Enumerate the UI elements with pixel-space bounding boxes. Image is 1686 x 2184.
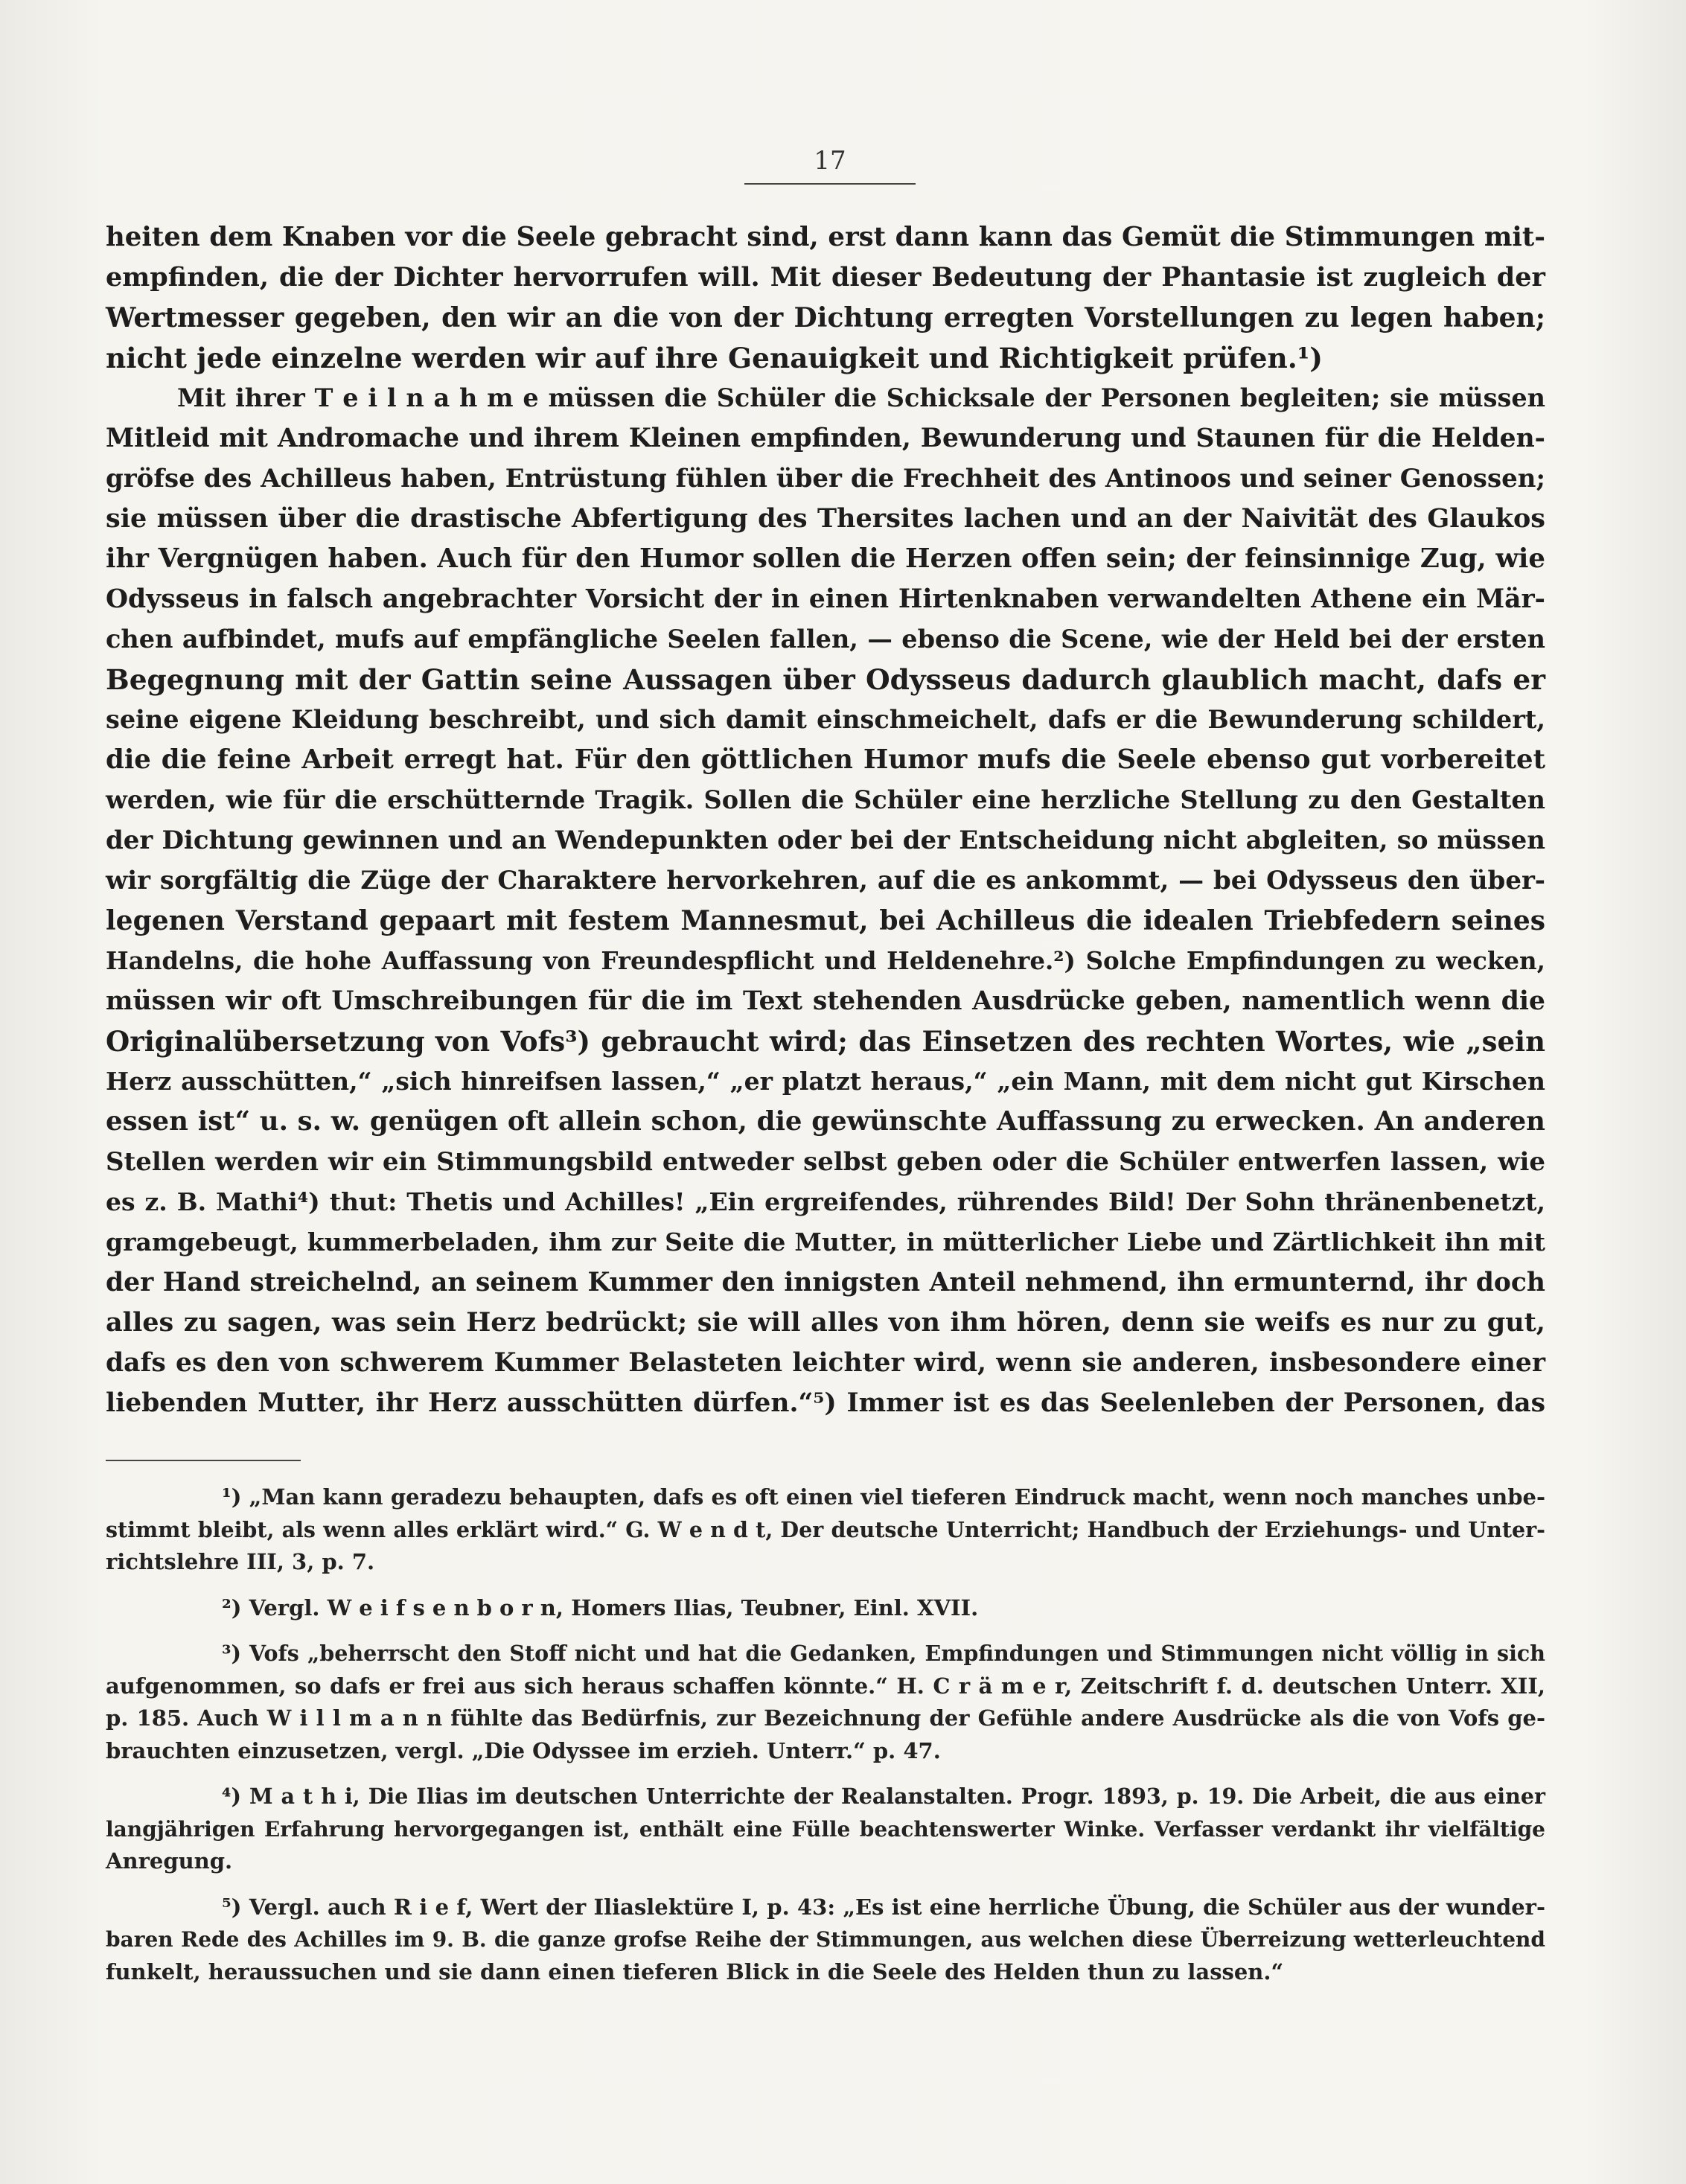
footnote-1 [106, 1481, 1545, 1579]
page-number-rule [744, 183, 916, 185]
body-line: Stellen werden wir ein Stimmungsbild entweder selbst geben oder die Schüler entwerfen lassen, wie [106, 1147, 1545, 1177]
body-line: chen aufbindet, mufs auf empfängliche Seelen fallen, — ebenso die Scene, wie der Held bei der ersten [106, 625, 1545, 654]
body-line: Wertmesser gegeben, den wir an die von der Dichtung erregten Vorstellungen zu legen haben; [106, 302, 1545, 333]
body-line: der Dichtung gewinnen und an Wendepunkten oder bei der Entscheidung nicht abgleiten, so müssen [106, 826, 1545, 855]
footnote-line: richtslehre III, 3, p. 7. [106, 1549, 375, 1574]
body-line: gröfse des Achilleus haben, Entrüstung fühlen über die Frechheit des Antinoos und seiner Genossen; [106, 464, 1545, 494]
body-line: heiten dem Knaben vor die Seele gebracht sind, erst dann kann das Gemüt die Stimmungen mit- [106, 222, 1545, 252]
footnote-line: aufgenommen, so dafs er frei aus sich heraus schaffen könnte.“ H. C r ä m e r, Zeitschrift f. d. deutschen Unterr. XII, [106, 1673, 1545, 1699]
body-line: essen ist“ u. s. w. genügen oft allein schon, die gewünschte Auffassung zu erwecken. An anderen [106, 1106, 1545, 1137]
body-line: nicht jede einzelne werden wir auf ihre Genauigkeit und Richtigkeit prüfen.¹) [106, 342, 1323, 374]
footnote-line: stimmt bleibt, als wenn alles erklärt wird.“ G. W e n d t, Der deutsche Unterricht; Handbuch der Erziehungs- und Unter- [106, 1516, 1545, 1542]
body-line: Mitleid mit Andromache und ihrem Kleinen empfinden, Bewunderung und Staunen für die Helden- [106, 424, 1545, 453]
footnote-line: Anregung. [106, 1848, 233, 1874]
footnote-4 [106, 1781, 1545, 1878]
body-line: werden, wie für die erschütternde Tragik. Sollen die Schüler eine herzliche Stellung zu den Gestalten [106, 785, 1545, 814]
footnote-line: baren Rede des Achilles im 9. B. die ganze grofse Reihe der Stimmungen, aus welchen diese Überreizung wetterleuchtend [106, 1927, 1545, 1952]
body-line: ihr Vergnügen haben. Auch für den Humor sollen die Herzen offen sein; der feinsinnige Zug, wie [106, 543, 1545, 574]
footnote-line: ⁵) Vergl. auch R i e f, Wert der Iliaslektüre I, p. 43: „Es ist eine herrliche Übung, die Schüler aus der wunder- [222, 1894, 1545, 1920]
body-line: gramgebeugt, kummerbeladen, ihm zur Seite die Mutter, in mütterlicher Liebe und Zärtlichkeit ihn mit [106, 1227, 1545, 1257]
body-line: Mit ihrer T e i l n a h m e müssen die Schüler die Schicksale der Personen begleiten; sie müssen [177, 383, 1545, 412]
body-line: dafs es den von schwerem Kummer Belasteten leichter wird, wenn sie anderen, insbesondere einer [106, 1348, 1545, 1378]
footnote-2 [106, 1592, 1545, 1625]
body-line: legenen Verstand gepaart mit festem Mannesmut, bei Achilleus die idealen Triebfedern seines [106, 905, 1545, 936]
body-line: liebenden Mutter, ihr Herz ausschütten dürfen.“⁵) Immer ist es das Seelenleben der Personen, das [106, 1388, 1545, 1418]
footnotes [106, 1481, 1545, 2002]
body-line: alles zu sagen, was sein Herz bedrückt; sie will alles von ihm hören, denn sie weifs es nur zu gut, [106, 1307, 1545, 1338]
body-line: es z. B. Mathi⁴) thut: Thetis und Achilles! „Ein ergreifendes, rührendes Bild! Der Sohn thränenbenetzt, [106, 1187, 1545, 1216]
body-line: sie müssen über die drastische Abfertigung des Thersites lachen und an der Naivität des Glaukos [106, 503, 1545, 534]
body-line: wir sorgfältig die Züge der Charaktere hervorkehren, auf die es ankommt, — bei Odysseus den über- [106, 866, 1545, 895]
body-line: der Hand streichelnd, an seinem Kummer den innigsten Anteil nehmend, ihn ermunternd, ihr doch [106, 1268, 1545, 1297]
body-line: Originalübersetzung von Vofs³) gebraucht wird; das Einsetzen des rechten Wortes, wie „sein [106, 1025, 1545, 1058]
body-line: Odysseus in falsch angebrachter Vorsicht der in einen Hirtenknaben verwandelten Athene ein Mär- [106, 584, 1545, 614]
body-line: Herz ausschütten,“ „sich hinreifsen lassen,“ „er platzt heraus,“ „ein Mann, mit dem nicht gut Kirschen [106, 1067, 1545, 1096]
footnote-line: ¹) „Man kann geradezu behaupten, dafs es oft einen viel tieferen Eindruck macht, wenn noch manches unbe- [222, 1484, 1545, 1510]
body-line: seine eigene Kleidung beschreibt, und sich damit einschmeichelt, dafs er die Bewunderung schildert, [106, 705, 1545, 734]
footnote-line: ³) Vofs „beherrscht den Stoff nicht und hat die Gedanken, Empfindungen und Stimmungen nicht völlig in sich [222, 1641, 1545, 1666]
footnote-line: ⁴) M a t h i, Die Ilias im deutschen Unterrichte der Realanstalten. Progr. 1893, p. 19. Die Arbeit, die aus einer [222, 1784, 1545, 1809]
footnote-line: p. 185. Auch W i l l m a n n fühlte das Bedürfnis, zur Bezeichnung der Gefühle andere Ausdrücke als die von Vofs ge- [106, 1705, 1545, 1731]
body-line: müssen wir oft Umschreibungen für die im Text stehenden Ausdrücke geben, namentlich wenn die [106, 986, 1545, 1016]
footnote-line: funkelt, heraussuchen und sie dann einen tieferen Blick in die Seele des Helden thun zu lassen.“ [106, 1958, 1284, 1985]
body-line: Handelns, die hohe Auffassung von Freundespflicht und Heldenehre.²) Solche Empfindungen zu wecken, [106, 946, 1545, 975]
body-line: empfinden, die der Dichter hervorrufen will. Mit dieser Bedeutung der Phantasie ist zugleich der [106, 262, 1545, 293]
body-line: Begegnung mit der Gattin seine Aussagen über Odysseus dadurch glaublich macht, dafs er [106, 663, 1545, 696]
footnote-line: ²) Vergl. W e i f s e n b o r n, Homers Ilias, Teubner, Einl. XVII. [222, 1594, 979, 1621]
footnote-line: langjährigen Erfahrung hervorgegangen ist, enthält eine Fülle beachtenswerter Winke. Verfasser verdankt ihr vielfältige [106, 1816, 1545, 1842]
footnote-separator [106, 1460, 301, 1461]
footnote-line: brauchten einzusetzen, vergl. „Die Odyssee im erzieh. Unterr.“ p. 47. [106, 1737, 941, 1763]
footnote-5 [106, 1891, 1545, 1989]
body-line: die die feine Arbeit erregt hat. Für den göttlichen Humor mufs die Seele ebenso gut vorbereitet [106, 744, 1545, 775]
page-number: 17 [814, 146, 846, 176]
footnote-3 [106, 1638, 1545, 1767]
body-text [106, 217, 1545, 1423]
